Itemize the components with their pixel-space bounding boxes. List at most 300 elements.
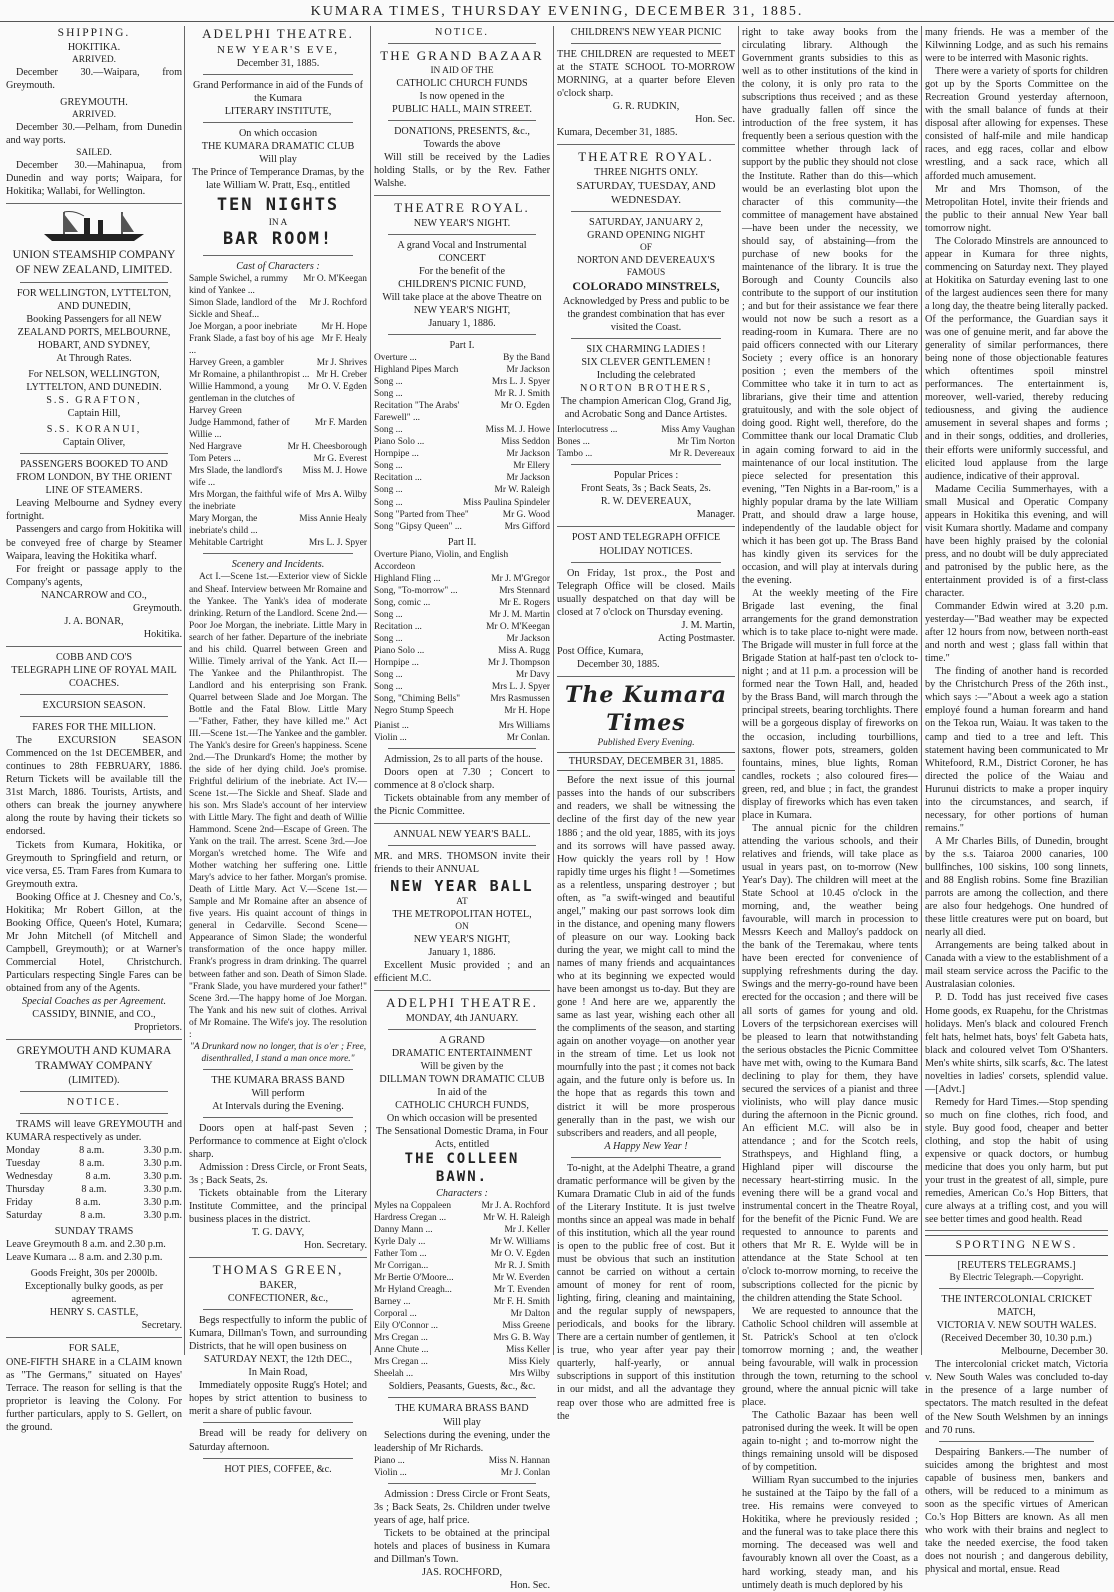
jan-date: January 1, 1886. <box>428 318 496 330</box>
bazaar-heading: THE GRAND BAZAAR <box>380 48 544 64</box>
list-item <box>374 705 550 717</box>
item-value: Mr R. J. Smith <box>494 1261 550 1272</box>
item-label: Mr Romaine, a philanthropist ... <box>189 369 310 380</box>
play-title: IN A <box>268 217 288 228</box>
theatre-heading: THEATRE ROYAL. <box>578 149 714 165</box>
ship-koranui: S.S. KORANUI, <box>46 424 142 436</box>
norton-devereaux: NORTON AND DEVEREAUX'S <box>576 255 715 267</box>
column-6 <box>925 26 1108 1576</box>
will-play: Will play <box>443 1416 481 1428</box>
list-item <box>374 633 550 645</box>
item-label: Overture ... <box>374 353 417 364</box>
item-label: Mehitable Cartright <box>189 538 264 549</box>
castle-name: HENRY S. CASTLE, <box>49 1307 139 1319</box>
adelphi-heading: ADELPHI THEATRE. <box>386 995 538 1010</box>
selections: Selections during the evening, under the leadership of Mr Richards. <box>374 1429 550 1454</box>
special-coaches: Special Coaches as per Agreement. <box>21 996 166 1008</box>
item-value: Mr O. M'Keegan <box>486 621 550 632</box>
item-label: Song ... <box>374 461 403 472</box>
concert-label: CONCERT <box>438 252 486 264</box>
admission-text: Admission, 2s to all parts of the house. <box>384 754 543 766</box>
item-value: Miss Kiely <box>508 1357 550 1368</box>
timetable-cell: Monday <box>6 1144 40 1156</box>
item-value: Mr O. Egden <box>500 401 550 412</box>
item-label: Father Tom ... <box>374 1249 427 1260</box>
arrived-label: ARRIVED. <box>71 109 116 120</box>
role: Tambo ... <box>557 449 593 460</box>
greymouth-sailings: December 30.—Mahinapua, from Dunedin and way ports; Waipara, for Hokitika; Wallabi, for Wellington. <box>6 160 182 198</box>
item-label: Negro Stump Speech <box>374 706 454 717</box>
performer: Mrs Williams <box>498 721 550 732</box>
new-year-ball-advert <box>374 828 550 985</box>
item-value: Mr Jackson <box>506 365 550 376</box>
published-every-evening: Published Every Evening. <box>597 738 695 749</box>
timetable-row <box>6 1183 182 1196</box>
column-rule <box>553 26 554 1355</box>
article-cricket: The intercolonial cricket match, Victoria v. New South Wales was concluded to-day in the presence of a large number of spectators. The match resulted in the defeat of the New South Welshmen by an innings and 70 runs. <box>925 1359 1108 1436</box>
performer: Miss N. Hannan <box>488 1455 550 1466</box>
performer: Mr Tim Norton <box>677 437 735 448</box>
article-paragraph: many friends. He was a member of the Kilwinning Lodge, and as such his remains were to be interred with Masonic rights. <box>925 27 1108 65</box>
item-value: Mr J. M. Martin <box>489 609 550 620</box>
item-value: Mr W. H. Raleigh <box>483 1212 550 1223</box>
list-item <box>374 597 550 609</box>
scenery-heading: Scenery and Incidents. <box>231 559 325 571</box>
list-item <box>374 621 550 633</box>
item-value: Mr O. V. Egden <box>490 1249 550 1260</box>
list-item <box>374 573 550 585</box>
tickets-text: Tickets obtainable from any member of the Picnic Committee. <box>374 793 550 818</box>
item-value: Mr J. Thompson <box>487 657 550 668</box>
trams-text: TRAMS will leave GREYMOUTH and KUMARA respectively as under. <box>6 1118 182 1143</box>
secretary-label: Secretary. <box>141 1320 182 1332</box>
norton-brothers: NORTON BROTHERS, <box>580 383 712 395</box>
item-label: Anne Chute ... <box>374 1345 429 1356</box>
list-item <box>374 1284 550 1296</box>
characters-heading: Characters : <box>436 1187 488 1199</box>
item-value: Mr R. J. Smith <box>494 389 550 400</box>
adelphi-heading: ADELPHI THEATRE. <box>202 26 354 41</box>
item-label: Joe Morgan, a poor inebriate <box>189 321 297 332</box>
timetable-cell: 8 a.m. <box>79 1144 105 1156</box>
cast-row <box>557 448 735 460</box>
event-date: December 31, 1885. <box>236 57 320 69</box>
agent-name: NANCARROW and CO., <box>41 589 147 601</box>
acting-postmaster: Acting Postmaster. <box>658 632 735 644</box>
list-item <box>189 357 367 369</box>
editorial-literary-institute: To-night, at the Adelphi Theatre, a grand dramatic performance will be given by the Kumara Dramatic Club in aid of the funds of the Literary Institute. It is just twelve months since an appeal was made in behalf of this institution, which all the year round is open to the public free of cost. But it must be obvious that such an institution cannot be carried on without a certain amount of money for rent of room, lighting, firing, cleaning and maintaining, and the regular supply of newspapers, periodicals, and books for the library. There are a certain number of gentlemen, it is true, who year after year pay their quarterly, half-yearly, or annual subscriptions in support of this institution in our midst, and all the advantage they reap over those who are admitted free is the <box>557 1162 735 1422</box>
union-route: FOR WELLINGTON, LYTTELTON, AND DUNEDIN, <box>16 287 172 312</box>
tickets-text: Tickets obtainable from the Literary Institute Committee, and the principal business places in the district. <box>189 1188 367 1226</box>
item-label: Song ... <box>374 609 403 620</box>
role: Interlocutress ... <box>557 425 618 436</box>
timetable-row <box>6 1170 182 1183</box>
cast-row <box>557 424 735 436</box>
item-label: Song ... <box>374 633 403 644</box>
colleen-title: THE COLLEEN BAWN. <box>404 1151 520 1185</box>
list-item <box>374 1308 550 1320</box>
item-label: Mr Hyland Creagh... <box>374 1285 452 1296</box>
timetable-cell: 3.30 p.m. <box>143 1210 182 1222</box>
notice-heading: NOTICE. <box>435 27 489 38</box>
at-label: AT <box>456 896 468 907</box>
item-value: Mr W. Raleigh <box>494 485 550 496</box>
soldiers: Soldiers, Peasants, Guests, &c., &c. <box>388 1381 536 1393</box>
item-label: Song ... <box>374 485 403 496</box>
timetable-cell: 3.30 p.m. <box>143 1157 182 1169</box>
timetable-row <box>6 1196 182 1209</box>
item-label: Piano Solo ... <box>374 437 425 448</box>
timetable-cell: Wednesday <box>6 1170 53 1182</box>
catholic-funds: CATHOLIC CHURCH FUNDS <box>396 77 528 89</box>
famous-label: FAMOUS <box>626 268 666 279</box>
rudkin-name: G. R. RUDKIN, <box>612 101 680 113</box>
item-value: Mr T. Evenden <box>493 1285 550 1296</box>
item-label: Song "Gipsy Queen" ... <box>374 521 462 532</box>
item-label: Frank Slade, a fast boy of his age ... <box>189 333 314 356</box>
rochford-name: JAS. ROCHFORD, <box>421 1567 503 1578</box>
column-4 <box>557 26 735 1422</box>
excursion-text: The EXCURSION SEASON Commenced on the 1st DECEMBER, and continues to 28th FEBRUARY, 1886. Return Tickets will be available till the 31st March, 1886. Tourists, Artists, and others can break the journey anywhere along the route by having their tickets so endorsed. <box>6 735 182 838</box>
article-catholic-school: We are requested to announce that the Catholic School children will assemble at St. Patrick's School at ten o'clock tomorrow morning ; and, the weather being favourable, will walk in procession through the town, returning to the school ground, where the annual picnic will take place. <box>742 1305 918 1408</box>
baker-label: BAKER, <box>259 1279 297 1291</box>
victoria-nsw: VICTORIA V. NEW SOUTH WALES. <box>936 1320 1097 1332</box>
show-days: SATURDAY, TUESDAY, AND WEDNESDAY. <box>576 180 716 207</box>
arrived-label: ARRIVED. <box>71 54 116 65</box>
item-label: Song, comic ... <box>374 597 431 608</box>
item-value: Mr J. A. Rochford <box>481 1200 550 1211</box>
presented: On which occasion will be presented <box>386 1112 538 1124</box>
editorial-new-year: Before the next issue of this journal passes into the hands of our subscribers and readers, we shall be witnessing the decline of the first day of the new year 1886 ; and the old year, 1885, with its joys and its sorrows will have passed away. How quickly the years roll by ! How rapidly time urges his flight ! —Sometimes as a relentless, unsparing destroyer ; but often, as "a swift-winged and beautiful angel," making our past sorrows look dim in the distance, and opening many flowers of pleasure on our way. Looking back during the year, we might call to mind the names of many friends and acquaintances who at its beginning we expected would have been amongst us to-day. But they are gone ! And here are we, apparently the same as last year, wishing each other all the compliments of the season, and starting again on another voyage—on another year in the stream of time. Let us look not mournfully into the past ; it comes not back again, and the future only is before us. In the hope that as regards this town and district it will be more prosperous generally than in the past, we wish our subscribers and readers, and all people, <box>557 775 735 1139</box>
item-value: Mrs L. J. Spyer <box>308 538 367 549</box>
article-canada: Arrangements are being talked about in Canada with a view to the establishment of a mail steam service across the Pacific to the Australasian colonies. <box>925 940 1108 991</box>
article-william-ryan: William Ryan succumbed to the injuries he sustained at the Taipo by the fall of a tree. His remains were conveyed to Hokitika, where he previously resided ; and the funeral was to take place there this morning. The deceased was well and favourably known all over the Coast, as a hard working, steady man, and his untimely death is much deplored by his <box>742 1475 918 1591</box>
ball-title: NEW YEAR BALL <box>390 876 534 895</box>
item-label: Recitation ... <box>374 621 422 632</box>
masthead: KUMARA TIMES, THURSDAY EVENING, DECEMBER 31, 1885. <box>0 0 1114 22</box>
item-value: Mrs G. B. Way <box>493 1333 550 1344</box>
public-hall: PUBLIC HALL, MAIN STREET. <box>392 103 532 115</box>
item-value: Mr Ellery <box>513 461 550 472</box>
tickets-text: Tickets to be obtained at the principal hotels and places of business in Kumara and Dillman's Town. <box>374 1527 550 1565</box>
list-item <box>189 537 367 549</box>
list-item <box>189 513 367 537</box>
benefit: For the benefit of the <box>418 265 505 277</box>
performer: Mr J. Conlan <box>500 1467 550 1478</box>
role: Piano ... <box>374 1455 405 1466</box>
list-item <box>374 657 550 669</box>
item-label: Corporal ... <box>374 1309 417 1320</box>
for-sale-advert <box>6 1342 182 1433</box>
list-item <box>374 364 550 376</box>
item-value: Mrs L. J. Spyer <box>491 681 550 692</box>
list-item <box>374 1320 550 1332</box>
item-value: Mrs A. Wilby <box>315 490 367 501</box>
play-title: BAR ROOM! <box>222 228 334 249</box>
item-label: Song ... <box>374 669 403 680</box>
champion-text: The champion American Clog, Grand Jig, and Acrobatic Song and Dance Artistes. <box>560 396 732 421</box>
brass-band: THE KUMARA BRASS BAND <box>211 1074 345 1086</box>
main-road: In Main Road, <box>248 1367 308 1379</box>
list-item <box>374 1224 550 1236</box>
item-label: Mrs Cregan ... <box>374 1333 428 1344</box>
item-label: Tom Peters ... <box>189 454 241 465</box>
timetable-cell: 3.30 p.m. <box>143 1144 182 1156</box>
column-1 <box>6 26 182 1433</box>
violin-row <box>374 732 550 744</box>
timetable-cell: Saturday <box>6 1210 43 1222</box>
admission-text: Admission : Dress Circle, or Front Seats, 3s ; Back Seats, 2s. <box>189 1162 367 1187</box>
item-value: Miss M. J. Howe <box>485 425 550 436</box>
dramatic-entertainment: DRAMATIC ENTERTAINMENT <box>391 1047 533 1059</box>
agent-place: Greymouth. <box>133 602 182 614</box>
list-item <box>374 1212 550 1224</box>
list-item <box>374 693 550 705</box>
role: Pianist ... <box>374 721 409 732</box>
item-value: Miss A. Rugg <box>498 645 550 656</box>
timetable-cell: 8 a.m. <box>79 1157 105 1169</box>
item-value: Mr Davy <box>515 669 550 680</box>
list-item <box>374 1356 550 1368</box>
cobb-coaches-advert <box>6 651 182 1034</box>
sailed-label: SAILED. <box>76 148 112 159</box>
item-value: Miss M. J. Howe <box>302 466 367 477</box>
item-value: Mrs Stennard <box>499 585 550 596</box>
six-gentlemen: SIX CLEVER GENTLEMEN ! <box>581 356 711 368</box>
excellent-music: Excellent Music provided ; and an efficient M.C. <box>374 959 550 984</box>
thomas-text: Begs respectfully to inform the public of Kumara, Dillman's Town, and surrounding Districts, that he will open business on <box>189 1315 367 1353</box>
timetable-row <box>6 1209 182 1222</box>
opposite-text: Immediately opposite Rugg's Hotel; and hopes by strict attention to business to merit a share of public favour. <box>189 1380 367 1418</box>
list-item <box>374 352 550 364</box>
list-item <box>189 417 367 441</box>
list-item <box>374 1248 550 1260</box>
list-item <box>189 381 367 417</box>
donations: DONATIONS, PRESENTS, &c., <box>394 125 530 137</box>
list-item <box>374 400 550 424</box>
jan-date: January 1, 1886. <box>428 946 496 958</box>
received-text: Will still be received by the Ladies holding Stalls, or by the Rev. Father Walshe. <box>374 151 550 190</box>
item-value: Miss Paulina Spindeler <box>463 497 550 508</box>
occasion-text: On which occasion <box>238 127 318 139</box>
list-item <box>189 333 367 357</box>
saturday-date: SATURDAY, JANUARY 2, <box>589 217 703 229</box>
steamship-icon <box>34 208 154 244</box>
item-value: Mr H. Hope <box>321 321 367 332</box>
item-value: Miss Keller <box>505 1345 550 1356</box>
popular-prices: Popular Prices : <box>613 470 679 482</box>
picnic-text: THE CHILDREN are requested to MEET at the STATE SCHOOL TO-MORROW MORNING, at a quarter before Eleven o'clock sharp. <box>557 49 735 100</box>
cast-row <box>557 436 735 448</box>
list-item <box>374 1272 550 1284</box>
item-value: Mrs Gifford <box>504 521 550 532</box>
agent-name: J. A. BONAR, <box>64 615 124 627</box>
overture: Overture Piano, Violin, and English Accordeon <box>374 549 509 572</box>
list-item <box>189 441 367 453</box>
happy-new-year: A Happy New Year ! <box>604 1140 688 1152</box>
given: Will take place at the above Theatre on <box>382 291 542 303</box>
thomas-green-heading: THOMAS GREEN, <box>212 1262 344 1278</box>
nyn: NEW YEAR'S NIGHT, <box>413 933 511 945</box>
list-item <box>189 489 367 513</box>
koranui-captain: Captain Oliver, <box>62 437 126 449</box>
list-item <box>374 1344 550 1356</box>
martin-name: J. M. Martin, <box>681 619 735 631</box>
timetable-cell: Thursday <box>6 1183 45 1195</box>
cassidy-name: CASSIDY, BINNIE, and CO., <box>32 1009 156 1021</box>
adelphi-colleen-advert <box>374 995 550 1592</box>
list-item <box>374 645 550 657</box>
item-label: Eily O'Connor ... <box>374 1321 438 1332</box>
item-label: Barney ... <box>374 1297 411 1308</box>
timetable-row <box>6 1157 182 1170</box>
prices: Front Seats, 3s ; Back Seats, 2s. <box>581 483 711 495</box>
post-text: On Friday, 1st prox., the Post and Telegraph Office will be closed. Mails usually despatched on that day will be closed at 7 o'clock on Thursday evening. <box>557 567 735 618</box>
item-label: Song ... <box>374 425 403 436</box>
adelphi-advert <box>189 26 367 1252</box>
list-item <box>374 388 550 400</box>
booking-text: Booking Office at J. Chesney and Co.'s, Hokitika; Mr Robert Gillon, at the Booking Office, Queen's Hotel, Kumara; Mr John Mitchell (of Mitchell and Campbell, Greymouth); or at Warner's Commercial Hotel, Christchurch. Particulars respecting Single Fares can be obtained from any of the Agents. <box>6 891 182 995</box>
item-label: Song ... <box>374 377 403 388</box>
fares-heading: FARES FOR THE MILLION. <box>32 722 156 734</box>
performer: Miss Amy Vaughan <box>661 425 735 436</box>
sunday-times: Leave Greymouth 8 a.m. and 2.30 p.m. <box>6 1239 166 1251</box>
item-label: Willie Hammond, a young gentleman in the clutches of Harvey Green <box>189 381 295 417</box>
item-label: Ned Hargrave <box>189 442 242 453</box>
item-value: Mr F. H. Smith <box>493 1297 550 1308</box>
concert-intro: A grand Vocal and Instrumental <box>397 239 527 251</box>
grand-label: A GRAND <box>439 1034 485 1046</box>
goods-freight: Goods Freight, 30s per 2000lb. <box>30 1268 158 1280</box>
item-label: Mr Bertie O'Moore... <box>374 1273 454 1284</box>
shipping-heading: SHIPPING. <box>57 27 131 39</box>
catholic-funds: CATHOLIC CHURCH FUNDS, <box>395 1099 529 1111</box>
nyn: NEW YEAR'S NIGHT, <box>413 304 511 316</box>
item-value: Mr J. Shrives <box>316 357 367 368</box>
given-by: Will be given by the <box>420 1060 504 1072</box>
item-value: Mr H. Creber <box>316 369 367 380</box>
timetable-row <box>6 1144 182 1157</box>
union-steamship-advert <box>6 248 182 641</box>
sunday-times: Leave Kumara ... 8 a.m. and 2.30 p.m. <box>6 1252 163 1264</box>
bulky-goods: Exceptionally bulky goods, as per agreement. <box>24 1281 164 1306</box>
timetable-cell: Tuesday <box>6 1157 41 1169</box>
hon-sec: Hon. Secretary. <box>304 1240 367 1252</box>
item-label: Song ... <box>374 497 403 508</box>
item-value: Mr Jackson <box>506 449 550 460</box>
cast-list <box>189 273 367 550</box>
hon-sec: Hon. Sec. <box>510 1580 550 1592</box>
part-heading: Part I. <box>449 340 475 352</box>
item-label: Song "Parted from Thee" <box>374 509 469 520</box>
passengers-note: Passengers and cargo from Hokitika will be conveyed free of charge by Steamer Waipara, leaving the Hokitika wharf. <box>6 524 182 562</box>
list-item <box>374 497 550 509</box>
thomas-green-advert <box>189 1262 367 1475</box>
article-fire-brigade: At the weekly meeting of the Fire Brigade last evening, the final arrangements for the grand demonstration which is to take place to-night were made. The Brigade will muster in full force at the Brigade Station at half-past ten o'clock to-night ; and at 11 p.m. a procession will be formed near the Town Hall, and, headed by the Brass Band, will march through the principal streets, bearing torchlights. There will be a gorgeous display of fireworks on the occasion, including tourbillions, saxtons, flower pots, streamers, golden fountains, mines, blue lights, Roman candles, rockets ; also coloured fires—green, red, and blue ; in fact, the grandest display of fireworks which has even taken place in Kumara. <box>742 588 918 821</box>
list-item <box>189 369 367 381</box>
opening-date: SATURDAY NEXT, the 12th DEC., <box>203 1354 353 1366</box>
london-booking: PASSENGERS BOOKED TO AND FROM LONDON, BY THE ORIENT LINE OF STEAMERS. <box>16 459 172 497</box>
performer: Mr R. Devereaux <box>669 449 735 460</box>
in-aid: IN AID OF THE <box>430 65 494 76</box>
item-label: Sheelah ... <box>374 1369 414 1380</box>
role: Bones ... <box>557 437 590 448</box>
item-value: Mrs Wilby <box>509 1369 550 1380</box>
tram-timetable <box>6 1144 182 1222</box>
picnic-fund: CHILDREN'S PICNIC FUND, <box>398 278 526 290</box>
will-play: Will play <box>259 153 297 165</box>
article-bazaar: The Catholic Bazaar has been well patronised during the week. It will be open again to-night ; and to-morrow night the things remaining unsold will be disposed of by competition. <box>742 1409 918 1474</box>
list-item <box>374 424 550 436</box>
davy-name: T. G. DAVY, <box>251 1227 305 1239</box>
theatre-royal-concert <box>374 200 550 818</box>
now-opened: Is now opened in the <box>419 90 505 102</box>
item-value: Miss Annie Healy <box>299 514 367 525</box>
item-label: Sample Swichel, a rummy kind of Yankee ... <box>189 273 288 296</box>
item-label: Song, "To-morrow" ... <box>374 585 458 596</box>
item-label: Harvey Green, a gambler <box>189 357 284 368</box>
list-item <box>374 585 550 597</box>
verse: "A Drunkard now no longer, that is o'er ; Free, disenthralled, I stand a man once more." <box>189 1041 367 1064</box>
melbourne-dateline: Melbourne, December 30. <box>1001 1346 1108 1358</box>
union-booking: Booking Passengers for all NEW ZEALAND PORTS, MELBOURNE, HOBART, AND SYDNEY, <box>17 313 171 351</box>
acknowledged: Acknowledged by Press and public to be the grandest combination that has ever visited the Coast. <box>562 295 730 333</box>
list-item <box>189 273 367 297</box>
grand-opening: GRAND OPENING NIGHT <box>587 230 705 242</box>
item-value: Mr H. Hope <box>504 706 550 717</box>
theatre-heading: THEATRE ROYAL. <box>394 200 530 216</box>
timetable-cell: Friday <box>6 1197 33 1209</box>
of-label: OF <box>640 243 652 254</box>
item-label: Recitation "The Arabs' Farewell" ... <box>374 401 460 424</box>
list-item <box>189 453 367 465</box>
performer: Mr Conlan. <box>506 733 550 744</box>
item-value: Miss Greene <box>502 1321 550 1332</box>
item-label: Mary Morgan, the inebriate's child ... <box>189 514 258 537</box>
colorado-minstrels: COLORADO MINSTRELS, <box>572 279 720 294</box>
metropolitan-hotel: THE METROPOLITAN HOTEL, <box>392 908 532 920</box>
item-value: Miss Seddon <box>501 437 550 448</box>
timetable-cell: 8 a.m. <box>81 1183 107 1195</box>
list-item <box>374 521 550 533</box>
list-item <box>374 669 550 681</box>
article-bankers: Despairing Bankers.—The number of suicides among the brightest and most capable of business men, bankers and others, will be reduced to a minimum as soon as the specific virtues of American Co.'s Hop Bitters are known. As all men who work with their brains and neglect to take the needed exercise, the food taken does not nourish ; and dangerous debility, physical and mortal, ensue. Read <box>925 1446 1108 1576</box>
item-label: Kyrle Daly ... <box>374 1237 426 1248</box>
picnic-heading: CHILDREN'S NEW YEAR PICNIC <box>570 27 722 38</box>
article-todd: P. D. Todd has just received five cases Home goods, ex Ruapehu, for the Christmas holidays. Men's black and coloured French felt hats, helmet hats, boys' felt Gabeta hats, black and coloured velvet Tom O'Shanters. Men's white shirts, silk scarfs, &c. The latest novelties in ladies' corsets, splendid value.—[Advt.] <box>925 992 1108 1095</box>
list-item <box>374 436 550 448</box>
item-value: Mr F. Marden <box>314 418 367 429</box>
freight-note: For freight or passage apply to the Company's agents, <box>6 563 182 588</box>
hon-sec: Hon. Sec. <box>695 114 735 126</box>
item-label: Hardress Cregan ... <box>374 1212 447 1223</box>
scenery-text: Act I.—Scene 1st.—Exterior view of Sickle and Sheaf. Interview between Mr Romaine and the Yankee. The Yank's idea of moderate drinking. Return of the Landlord. Scene 2nd.—Poor Joe Morgan, the inebriate. Little Mary in search of her father. Departure of the inebriate and his child. Quarrel between Green and Willie. Timely arrival of the Yank. Act II.—The Yankee and the Philanthropist. The Landlord and his enterprising son Frank. Quarrel between Slade and Joe Morgan. The Bottle and the Fatal Blow. Little Mary—"Father, Father, they have killed me." Act III.—Scene 1st.—The Yankee and the gambler. The Yank's desire for Green's happiness. Scene 2nd.—The Drunkard's Home; the mother by the side of her dying child. Joe's promise. Frightful delirium of the inebriate. Act IV.—Scene 1st.—The Sickle and Sheaf. Slade and his son. Mrs Slade's account of her interview with Little Mary. The fight and death of Willie Hammond. Scene 2nd—Escape of Green. The Yank on the trail. The arrest. Scene 3rd.—Joe Morgan's wretched home. The Wife and Mother watching her suffering one. Little Mary's advice to her father. Morgan's promise. Death of Little Mary. Act V.—Scene 1st.—Sample and Mr Romaine after an absence of five years. His quaint account of things in general in Cedarville. Second Scene—Appearance of Simon Slade; the wonderful transformation of the once happy miller. Frank's progress in dram drinking. The quarrel between father and son. Death of Simon Slade. "Frank Slade, you have murdered your father!" Scene 3rd.—The happy home of Joe Morgan. The Yank and his new suit of clothes. Arrival of Mr Romaine. The Wife's joy. The resolution : <box>189 572 367 1040</box>
item-value: Mr G. Everest <box>313 454 367 465</box>
item-value: Mr Dalton <box>510 1309 550 1320</box>
tramway-limited: (LIMITED). <box>68 1074 120 1086</box>
column-rule <box>738 26 739 1355</box>
characters-list <box>374 1200 550 1380</box>
play-intro: The Prince of Temperance Dramas, by the late William W. Pratt, Esq., entitled <box>192 167 364 192</box>
list-item <box>189 321 367 333</box>
agent-place: Hokitika. <box>143 628 182 640</box>
newspaper-nameplate: The Kumara Times <box>564 681 728 737</box>
list-item <box>374 1332 550 1344</box>
item-value: Mr Jackson <box>506 633 550 644</box>
ship-grafton: S.S. GRAFTON, <box>46 395 142 407</box>
grafton-captain: Captain Hill, <box>67 408 121 420</box>
column-rule <box>184 26 185 1355</box>
